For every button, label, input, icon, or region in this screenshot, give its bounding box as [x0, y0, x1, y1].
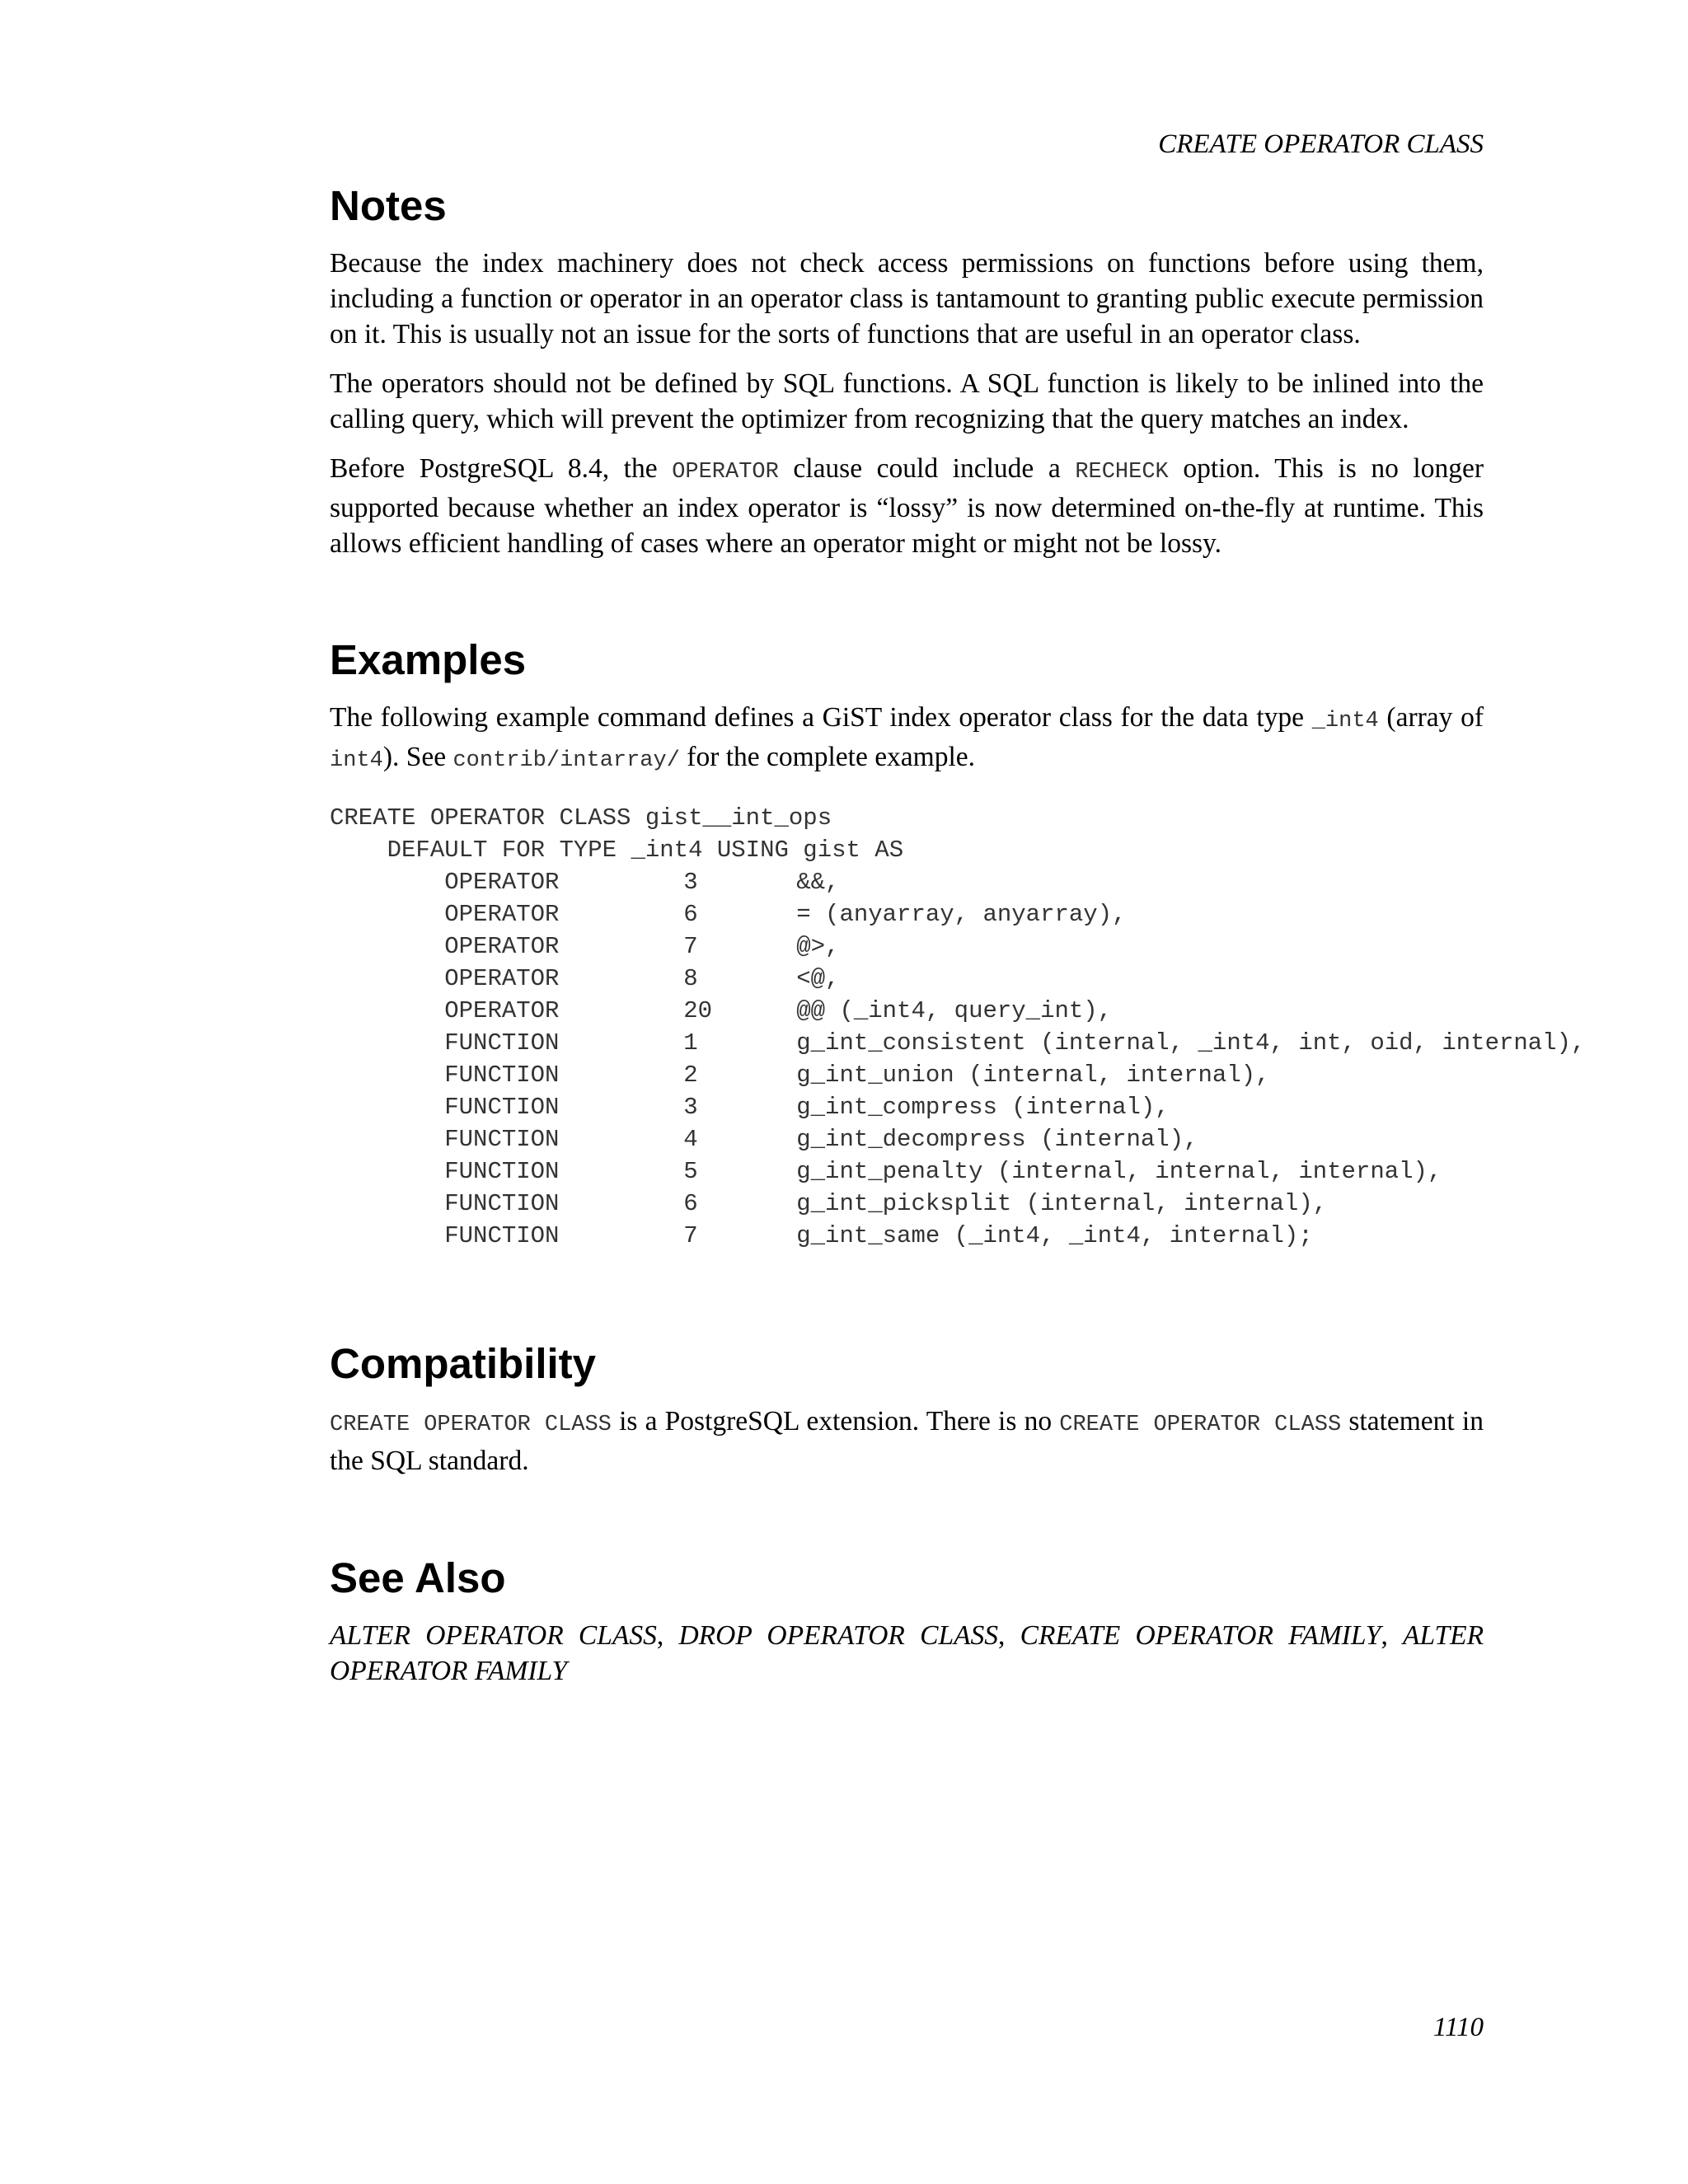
code-indent: [330, 1029, 444, 1057]
code-strategy-number: 6: [683, 901, 698, 928]
code-definition: = (anyarray, anyarray),: [796, 901, 1127, 928]
text-run: statement in the SQL standard.: [330, 1406, 1484, 1476]
section-notes: [330, 181, 1484, 575]
code-definition: g_int_same (_int4, _int4, internal);: [796, 1222, 1313, 1249]
code-keyword: OPERATOR: [444, 869, 560, 896]
code-keyword: FUNCTION: [444, 1190, 560, 1217]
code-indent: [330, 1190, 444, 1217]
code-keyword: OPERATOR: [444, 901, 560, 928]
code-line: [330, 1123, 1484, 1155]
link-alter-operator-class[interactable]: ALTER OPERATOR CLASS: [330, 1620, 657, 1651]
heading-notes: Notes: [330, 182, 447, 229]
text-run: clause could include a: [778, 453, 1076, 484]
code-indent: [330, 933, 444, 960]
code-strategy-number: 7: [683, 933, 698, 960]
text-run: is a PostgreSQL extension. There is no: [611, 1406, 1060, 1436]
heading-examples: Examples: [330, 636, 527, 683]
code-definition: g_int_compress (internal),: [796, 1094, 1170, 1121]
code-line: [330, 898, 1484, 930]
link-drop-operator-class[interactable]: DROP OPERATOR CLASS: [678, 1620, 999, 1651]
code-keyword: OPERATOR: [444, 933, 560, 960]
code-line: [330, 866, 1484, 898]
code-example-block: [330, 802, 1586, 1252]
code-indent: [330, 1062, 444, 1089]
code-strategy-number: 1: [683, 1029, 698, 1057]
code-indent: [330, 1126, 444, 1153]
running-header: CREATE OPERATOR CLASS: [1158, 129, 1484, 159]
code-line: CREATE OPERATOR CLASS gist__int_ops: [330, 804, 832, 832]
code-strategy-number: 2: [683, 1062, 698, 1089]
heading-see-also: See Also: [330, 1554, 506, 1601]
text-run: Before PostgreSQL 8.4, the: [330, 453, 673, 484]
text-run: option. This is no longer supported because whether an index operator is “lossy” is now determined on-the-fly at runtime. This allows efficient handling of cases where an operator might or might not be lossy.: [330, 453, 1484, 559]
separator: ,: [656, 1620, 679, 1651]
page-number: 1110: [1432, 2013, 1484, 2042]
code-indent: [330, 997, 444, 1024]
document-page: [330, 0, 1586, 2184]
code-line: [330, 1220, 1484, 1252]
code-line: [330, 995, 1484, 1027]
code-definition: g_int_union (internal, internal),: [796, 1062, 1270, 1089]
code-strategy-number: 6: [683, 1190, 698, 1217]
code-create-operator-class: CREATE OPERATOR CLASS: [330, 1413, 612, 1437]
code-line: DEFAULT FOR TYPE _int4 USING gist AS: [330, 837, 904, 864]
code-definition: g_int_penalty (internal, internal, internal),: [796, 1158, 1442, 1185]
section-see-also: [330, 1554, 1484, 1703]
examples-paragraph: [330, 700, 1484, 779]
code-line: [330, 1155, 1484, 1188]
code-indent: [330, 1094, 444, 1121]
text-run: ). See: [382, 742, 453, 772]
code-strategy-number: 7: [683, 1222, 698, 1249]
code-indent: [330, 869, 444, 896]
code-int4: int4: [330, 748, 383, 773]
link-alter-operator-family[interactable]: ALTER OPERATOR FAMILY: [330, 1620, 1484, 1686]
separator: ,: [1381, 1620, 1404, 1651]
section-examples: [330, 635, 1586, 1252]
code-recheck: RECHECK: [1075, 460, 1169, 485]
code-line: [330, 1091, 1484, 1123]
code-definition: g_int_decompress (internal),: [796, 1126, 1198, 1153]
code-keyword: FUNCTION: [444, 1094, 560, 1121]
code-line: [330, 963, 1484, 995]
section-compatibility: [330, 1339, 1484, 1493]
code-strategy-number: 8: [683, 965, 698, 992]
code-contrib-path: contrib/intarray/: [452, 748, 680, 773]
code-definition: @@ (_int4, query_int),: [796, 997, 1113, 1024]
code-line: [330, 1027, 1586, 1059]
code-keyword: FUNCTION: [444, 1222, 560, 1249]
code-keyword: FUNCTION: [444, 1126, 560, 1153]
code-keyword: OPERATOR: [444, 965, 560, 992]
code-create-operator-class: CREATE OPERATOR CLASS: [1059, 1413, 1342, 1437]
code-strategy-number: 3: [683, 1094, 698, 1121]
code-keyword: FUNCTION: [444, 1062, 560, 1089]
code-line: [330, 1059, 1484, 1091]
code-strategy-number: 3: [683, 869, 698, 896]
code-strategy-number: 4: [683, 1126, 698, 1153]
notes-paragraph-1: Because the index machinery does not check access permissions on functions before using them, including a function or operator in an operator class is tantamount to granting public execute permission on it. This is usually not an issue for the sorts of functions that are useful in an operator class.: [330, 248, 1484, 349]
code-keyword: OPERATOR: [444, 997, 560, 1024]
code-strategy-number: 5: [683, 1158, 698, 1185]
code-definition: g_int_consistent (internal, _int4, int, oid, internal),: [796, 1029, 1586, 1057]
code-keyword: FUNCTION: [444, 1158, 560, 1185]
code-line: [330, 930, 1484, 963]
link-create-operator-family[interactable]: CREATE OPERATOR FAMILY: [1020, 1620, 1381, 1651]
code-int4-array: _int4: [1311, 709, 1379, 733]
heading-compatibility: Compatibility: [330, 1340, 597, 1387]
code-line: [330, 1188, 1484, 1220]
see-also-paragraph: [330, 1618, 1484, 1689]
text-run: The following example command defines a GiST index operator class for the data type: [330, 702, 1312, 733]
code-indent: [330, 1158, 444, 1185]
code-definition: g_int_picksplit (internal, internal),: [796, 1190, 1328, 1217]
code-indent: [330, 965, 444, 992]
code-keyword: FUNCTION: [444, 1029, 560, 1057]
notes-paragraph-2: The operators should not be defined by SQL functions. A SQL function is likely to be inlined into the calling query, which will prevent the optimizer from recognizing that the query matches an index.: [330, 368, 1484, 434]
notes-paragraph-3: [330, 451, 1484, 561]
code-definition: @>,: [796, 933, 840, 960]
code-strategy-number: 20: [683, 997, 713, 1024]
code-operator: OPERATOR: [672, 460, 779, 485]
code-definition: &&,: [796, 869, 840, 896]
compatibility-paragraph: [330, 1404, 1484, 1479]
code-indent: [330, 901, 444, 928]
code-indent: [330, 1222, 444, 1249]
code-rows: [330, 866, 1586, 1252]
text-run: for the complete example.: [679, 742, 976, 772]
text-run: (array of: [1378, 702, 1484, 733]
code-definition: <@,: [796, 965, 840, 992]
separator: ,: [998, 1620, 1020, 1651]
